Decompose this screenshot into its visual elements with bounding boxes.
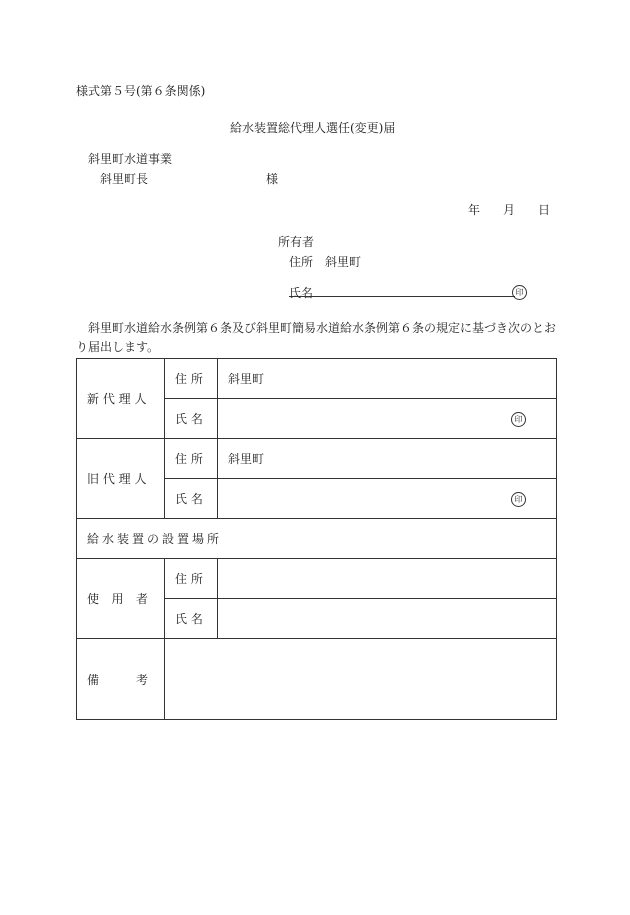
- form-number: 様式第５号(第６条関係): [76, 84, 206, 98]
- date-day: 日: [538, 203, 551, 217]
- new-agent-address-value: 斜里町: [218, 359, 557, 399]
- remarks-field: [165, 639, 557, 720]
- user-name-field: [218, 599, 557, 639]
- date-month: 月: [503, 203, 516, 217]
- user-name-label: 氏 名: [165, 599, 218, 639]
- seal-mark: 印: [511, 492, 526, 507]
- form-title: 給水装置総代理人選任(変更)届: [230, 121, 396, 135]
- statement-line-1: 斜里町水道給水条例第６条及び斜里町簡易水道給水条例第６条の規定に基づき次のとお: [88, 321, 557, 335]
- remarks-label-char: 考: [135, 672, 148, 687]
- old-agent-name-field: [218, 479, 557, 519]
- owner-address-label: 住所: [289, 255, 314, 269]
- recipient-honorific: 様: [266, 172, 279, 186]
- old-agent-name-label: 氏 名: [165, 479, 218, 519]
- new-agent-address-label: 住 所: [165, 359, 218, 399]
- old-agent-label: 旧 代 理 人: [77, 439, 165, 519]
- form-table: [76, 358, 557, 720]
- user-label-cell: [77, 559, 165, 639]
- remarks-label-char: 備: [87, 672, 100, 687]
- owner-heading: 所有者: [278, 235, 315, 249]
- old-agent-address-label: 住 所: [165, 439, 218, 479]
- user-address-label: 住 所: [165, 559, 218, 599]
- user-address-field: [218, 559, 557, 599]
- seal-mark: 印: [512, 285, 527, 300]
- owner-signature-line: [289, 296, 515, 297]
- new-agent-name-field: [218, 399, 557, 439]
- user-label-char: 用: [111, 592, 124, 606]
- install-place-label: 給水装置の設置場所: [77, 519, 557, 559]
- date-year: 年: [468, 203, 481, 217]
- seal-mark: 印: [511, 412, 526, 427]
- new-agent-name-label: 氏 名: [165, 399, 218, 439]
- user-label-char: 者: [135, 592, 148, 606]
- new-agent-label: 新 代 理 人: [77, 359, 165, 439]
- remarks-label-cell: [77, 639, 165, 720]
- statement-line-2: り届出します。: [76, 340, 160, 354]
- recipient-org: 斜里町水道事業: [88, 152, 173, 166]
- old-agent-address-value: 斜里町: [218, 439, 557, 479]
- user-label-char: 使: [87, 592, 100, 606]
- owner-address-value: 斜里町: [325, 255, 362, 269]
- owner-name-label: 氏名: [289, 286, 314, 300]
- recipient-head: 斜里町長: [100, 172, 149, 186]
